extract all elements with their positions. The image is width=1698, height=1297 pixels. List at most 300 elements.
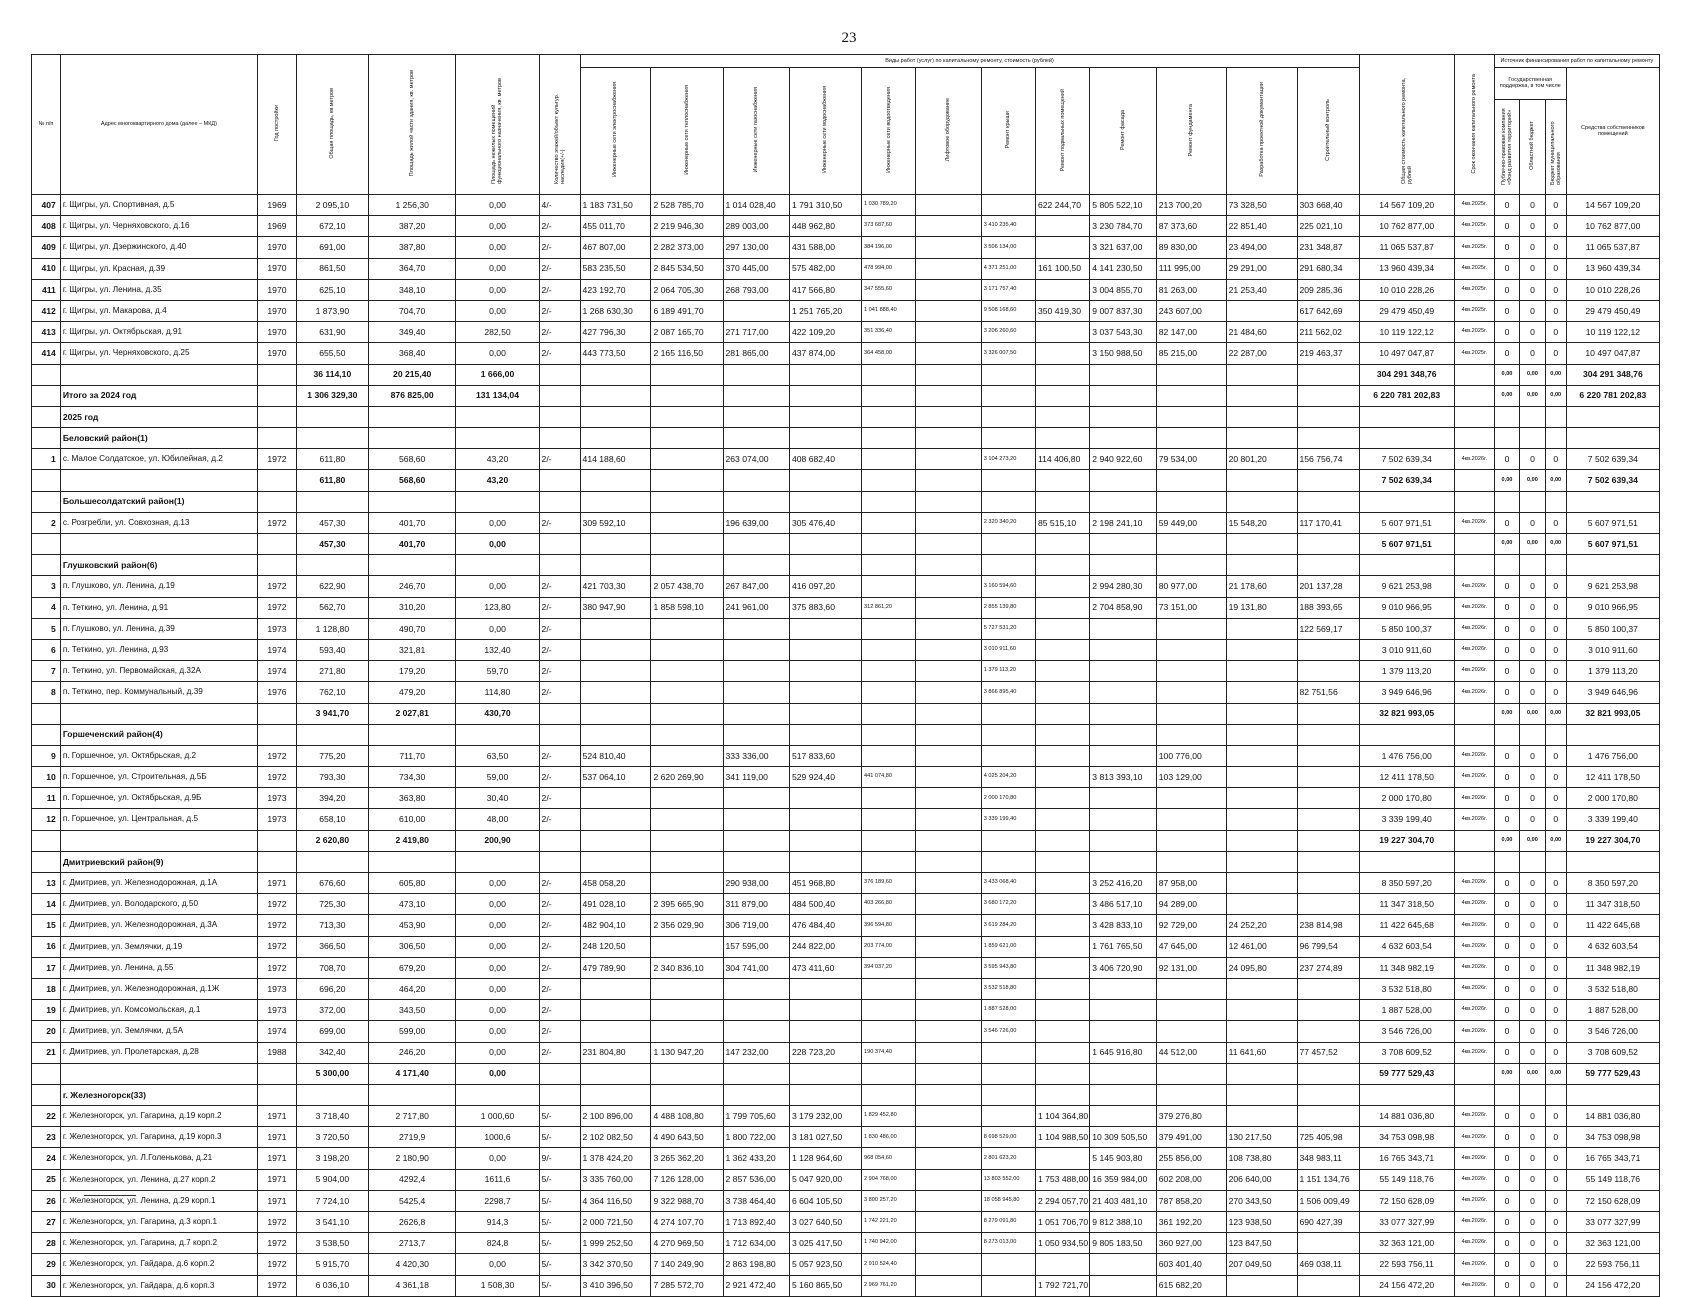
work-gas-cell: 290 938,00: [723, 873, 789, 894]
work-gas-cell: 1 362 433,20: [723, 1148, 789, 1169]
regional-cell: 0: [1520, 1169, 1545, 1190]
empty-cell: [1454, 428, 1494, 449]
year-cell: 1988: [258, 1042, 297, 1063]
work-gas-cell: [723, 682, 789, 703]
section-title: Беловский район(1): [60, 428, 257, 449]
total-area-cell: 3 198,20: [296, 1148, 368, 1169]
total-area-cell: 1 873,90: [296, 300, 368, 321]
floors-cell: 2/-: [539, 216, 580, 237]
empty-cell: [1359, 851, 1454, 872]
total-cost-cell: 10 010 228,26: [1359, 279, 1454, 300]
section-title: Глушковский район(6): [60, 555, 257, 576]
row-num-cell: [32, 1084, 61, 1105]
work-heating-cell: 2 057 438,70: [651, 576, 723, 597]
work-elevator-cell: [916, 957, 981, 978]
living-area-cell: 387,20: [368, 216, 456, 237]
total-area-cell: 394,20: [296, 788, 368, 809]
table-row: [32, 1212, 1660, 1233]
work-control-cell: 231 348,87: [1297, 237, 1359, 258]
year-cell: 1974: [258, 1021, 297, 1042]
empty-cell: [916, 1084, 981, 1105]
col-floors-header: Количество этажей/объект культур. наследия(+/-): [539, 55, 580, 195]
year-cell: 1972: [258, 576, 297, 597]
total-area-cell: 2 095,10: [296, 195, 368, 216]
work-facade-cell: 1 761 765,50: [1090, 936, 1156, 957]
work-heating-cell: [651, 639, 723, 660]
row-num-cell: [32, 491, 61, 512]
work-electric-cell: 1 378 424,20: [580, 1148, 651, 1169]
municipal-cell: 0: [1545, 957, 1566, 978]
table-row: [32, 894, 1660, 915]
subtotal-owners: 32 821 993,05: [1566, 703, 1659, 724]
empty-cell: [789, 724, 861, 745]
work-heating-cell: [651, 1000, 723, 1021]
owners-cell: 11 065 537,87: [1566, 237, 1659, 258]
subtotal-total-area: 1 306 329,30: [296, 385, 368, 406]
work-gas-cell: 147 232,00: [723, 1042, 789, 1063]
work-basement-cell: [1035, 618, 1089, 639]
empty-cell: [1297, 428, 1359, 449]
floors-cell: 2/-: [539, 279, 580, 300]
empty-cell: [258, 491, 297, 512]
regional-cell: 0: [1520, 957, 1545, 978]
regional-cell: 0: [1520, 682, 1545, 703]
work-basement-cell: 2 294 057,70: [1035, 1190, 1089, 1211]
table-row: [32, 978, 1660, 999]
total-cost-cell: 33 077 327,99: [1359, 1212, 1454, 1233]
table-row: [32, 1106, 1660, 1127]
row-number: 26: [32, 1190, 61, 1211]
work-foundation-cell: [1156, 639, 1226, 660]
empty-cell: [862, 724, 916, 745]
work-gas-cell: [723, 978, 789, 999]
work-elevator-cell: [916, 597, 981, 618]
empty-cell: [258, 724, 297, 745]
work-sewer-cell: [862, 449, 916, 470]
year-cell: [258, 830, 297, 851]
work-electric-cell: 2 100 896,00: [580, 1106, 651, 1127]
empty-cell: [1035, 406, 1089, 427]
subtotal-owners: 5 607 971,51: [1566, 534, 1659, 555]
work-control-cell: 96 799,54: [1297, 936, 1359, 957]
living-area-cell: 453,90: [368, 915, 456, 936]
year-cell: 1972: [258, 915, 297, 936]
total-area-cell: 3 718,40: [296, 1106, 368, 1127]
empty-cell: [580, 406, 651, 427]
fund-cell: 0: [1494, 618, 1519, 639]
row-num-cell: [32, 385, 61, 406]
work-gas-cell: 370 445,00: [723, 258, 789, 279]
deadline-cell: 4кв.2026г.: [1454, 1275, 1494, 1296]
subtotal-owners: 59 777 529,43: [1566, 1063, 1659, 1084]
empty-cell: [1520, 491, 1545, 512]
work-electric-cell: 482 904,10: [580, 915, 651, 936]
work-roof-cell: 3 339 199,40: [981, 809, 1035, 830]
row-num-cell: [32, 470, 61, 491]
address-cell: г. Дмитриев, ул. Железнодорожная, д.1А: [60, 873, 257, 894]
fund-cell: 0: [1494, 1169, 1519, 1190]
empty-cell: [1226, 724, 1297, 745]
work-sewer-cell: 3 800 257,20: [862, 1190, 916, 1211]
year-cell: 1972: [258, 1212, 297, 1233]
owners-cell: 11 422 645,68: [1566, 915, 1659, 936]
fund-cell: 0: [1494, 936, 1519, 957]
work-roof-cell: 18 058 945,80: [981, 1190, 1035, 1211]
deadline-cell: 4кв.2026г.: [1454, 957, 1494, 978]
municipal-cell: 0: [1545, 1190, 1566, 1211]
floors-cell: 2/-: [539, 639, 580, 660]
work-heating-cell: [651, 1021, 723, 1042]
work-sewer-cell: 1 030 789,20: [862, 195, 916, 216]
empty-cell: [862, 428, 916, 449]
col-total-area-header: Общая площадь, кв.метров: [296, 55, 368, 195]
empty-cell: [789, 703, 861, 724]
col-work-electric-header: Инженерные сети электроснабжения: [580, 68, 651, 195]
work-design-cell: [1226, 788, 1297, 809]
living-area-cell: 464,20: [368, 978, 456, 999]
total-cost-cell: 9 010 966,95: [1359, 597, 1454, 618]
regional-cell: 0: [1520, 745, 1545, 766]
row-num-cell: [32, 364, 61, 385]
empty-cell: [1226, 555, 1297, 576]
empty-cell: [539, 555, 580, 576]
subtotal-nonliving-area: 430,70: [456, 703, 539, 724]
work-gas-cell: 304 741,00: [723, 957, 789, 978]
work-elevator-cell: [916, 1254, 981, 1275]
empty-cell: [539, 385, 580, 406]
empty-cell: [580, 491, 651, 512]
owners-cell: 32 363 121,00: [1566, 1233, 1659, 1254]
empty-cell: [1226, 385, 1297, 406]
deadline-cell: 4кв.2026г.: [1454, 597, 1494, 618]
work-foundation-cell: 255 856,00: [1156, 1148, 1226, 1169]
empty-cell: [1090, 1084, 1156, 1105]
work-control-cell: [1297, 639, 1359, 660]
empty-cell: [862, 1084, 916, 1105]
municipal-cell: 0: [1545, 195, 1566, 216]
work-basement-cell: [1035, 873, 1089, 894]
work-elevator-cell: [916, 894, 981, 915]
empty-cell: [1566, 428, 1659, 449]
work-design-cell: [1226, 873, 1297, 894]
work-design-cell: [1226, 1106, 1297, 1127]
empty-cell: [1297, 491, 1359, 512]
nonliving-area-cell: 0,00: [456, 957, 539, 978]
living-area-cell: 568,60: [368, 449, 456, 470]
total-cost-cell: 1 379 113,20: [1359, 661, 1454, 682]
empty-cell: [539, 534, 580, 555]
work-sewer-cell: 190 374,40: [862, 1042, 916, 1063]
total-cost-cell: 4 632 603,54: [1359, 936, 1454, 957]
work-roof-cell: 9 508 168,60: [981, 300, 1035, 321]
work-heating-cell: 2 282 373,00: [651, 237, 723, 258]
work-heating-cell: [651, 661, 723, 682]
subtotal-nonliving-area: 200,90: [456, 830, 539, 851]
work-roof-cell: 3 546 726,00: [981, 1021, 1035, 1042]
empty-cell: [916, 491, 981, 512]
work-water-cell: 517 833,60: [789, 745, 861, 766]
work-basement-cell: [1035, 809, 1089, 830]
floors-cell: 2/-: [539, 1021, 580, 1042]
work-roof-cell: 3 160 594,60: [981, 576, 1035, 597]
work-roof-cell: 3 619 284,20: [981, 915, 1035, 936]
empty-cell: [1297, 364, 1359, 385]
work-foundation-cell: [1156, 682, 1226, 703]
fund-cell: 0: [1494, 661, 1519, 682]
municipal-cell: 0: [1545, 1212, 1566, 1233]
address-cell: п. Теткино, пер. Коммунальный, д.39: [60, 682, 257, 703]
empty-cell: [1226, 364, 1297, 385]
work-design-cell: [1226, 745, 1297, 766]
empty-cell: [723, 470, 789, 491]
address-cell: г. Дмитриев, ул. Ленина, д.55: [60, 957, 257, 978]
work-foundation-cell: 89 830,00: [1156, 237, 1226, 258]
work-gas-cell: 157 595,00: [723, 936, 789, 957]
work-electric-cell: 309 592,10: [580, 512, 651, 533]
municipal-cell: 0: [1545, 597, 1566, 618]
work-foundation-cell: 47 645,00: [1156, 936, 1226, 957]
empty-cell: [916, 724, 981, 745]
municipal-cell: 0: [1545, 512, 1566, 533]
empty-cell: [862, 364, 916, 385]
row-number: 8: [32, 682, 61, 703]
table-row: [32, 449, 1660, 470]
row-number: 5: [32, 618, 61, 639]
empty-cell: [1090, 724, 1156, 745]
work-heating-cell: [651, 978, 723, 999]
regional-cell: 0: [1520, 237, 1545, 258]
work-basement-cell: 1 050 934,50: [1035, 1233, 1089, 1254]
empty-cell: [916, 364, 981, 385]
work-elevator-cell: [916, 1106, 981, 1127]
empty-cell: [258, 851, 297, 872]
total-area-cell: 713,30: [296, 915, 368, 936]
empty-cell: [1035, 428, 1089, 449]
empty-cell: [368, 555, 456, 576]
municipal-cell: 0: [1545, 576, 1566, 597]
work-basement-cell: [1035, 216, 1089, 237]
work-foundation-cell: 80 977,00: [1156, 576, 1226, 597]
section-title: 2025 год: [60, 406, 257, 427]
row-number: 14: [32, 894, 61, 915]
empty-cell: [1226, 470, 1297, 491]
work-facade-cell: 9 812 388,10: [1090, 1212, 1156, 1233]
total-area-cell: 691,00: [296, 237, 368, 258]
floors-cell: 2/-: [539, 343, 580, 364]
living-area-cell: 321,81: [368, 639, 456, 660]
table-row: [32, 343, 1660, 364]
subtotal-fund: 0,00: [1494, 385, 1519, 406]
work-basement-cell: 161 100,50: [1035, 258, 1089, 279]
year-cell: 1969: [258, 195, 297, 216]
work-elevator-cell: [916, 322, 981, 343]
work-control-cell: 225 021,10: [1297, 216, 1359, 237]
total-area-cell: 655,50: [296, 343, 368, 364]
living-area-cell: 5425,4: [368, 1190, 456, 1211]
regional-cell: 0: [1520, 873, 1545, 894]
floors-cell: 2/-: [539, 915, 580, 936]
subtotal-fund: 0,00: [1494, 534, 1519, 555]
work-gas-cell: 289 003,00: [723, 216, 789, 237]
work-facade-cell: 3 252 416,20: [1090, 873, 1156, 894]
work-roof-cell: [981, 1275, 1035, 1296]
fund-cell: 0: [1494, 1233, 1519, 1254]
row-number: 2: [32, 512, 61, 533]
empty-cell: [981, 491, 1035, 512]
empty-cell: [1359, 724, 1454, 745]
total-cost-cell: 3 708 609,52: [1359, 1042, 1454, 1063]
col-work-basement-header: Ремонт подвальных помещений: [1035, 68, 1089, 195]
empty-cell: [1494, 1084, 1519, 1105]
total-area-cell: 676,60: [296, 873, 368, 894]
work-elevator-cell: [916, 809, 981, 830]
work-electric-cell: [580, 1021, 651, 1042]
section-header-row: [32, 555, 1660, 576]
empty-cell: [651, 703, 723, 724]
work-sewer-cell: [862, 512, 916, 533]
empty-cell: [981, 703, 1035, 724]
table-row: [32, 873, 1660, 894]
work-control-cell: 77 457,52: [1297, 1042, 1359, 1063]
empty-cell: [1454, 406, 1494, 427]
subtotal-fund: 0,00: [1494, 1063, 1519, 1084]
work-heating-cell: 7 126 128,00: [651, 1169, 723, 1190]
owners-cell: 3 708 609,52: [1566, 1042, 1659, 1063]
work-heating-cell: 9 322 988,70: [651, 1190, 723, 1211]
address-cell: п. Теткино, ул. Первомайская, д.32А: [60, 661, 257, 682]
regional-cell: 0: [1520, 788, 1545, 809]
empty-cell: [916, 1063, 981, 1084]
work-facade-cell: 2 940 922,60: [1090, 449, 1156, 470]
subtotal-label: Итого за 2024 год: [60, 385, 257, 406]
work-electric-cell: 583 235,50: [580, 258, 651, 279]
regional-cell: 0: [1520, 978, 1545, 999]
work-control-cell: [1297, 809, 1359, 830]
floors-cell: 5/-: [539, 1233, 580, 1254]
owners-cell: 3 010 911,60: [1566, 639, 1659, 660]
floors-cell: 5/-: [539, 1106, 580, 1127]
work-basement-cell: [1035, 576, 1089, 597]
work-facade-cell: 9 805 183,50: [1090, 1233, 1156, 1254]
row-number: 12: [32, 809, 61, 830]
floors-cell: 2/-: [539, 809, 580, 830]
floors-cell: 2/-: [539, 957, 580, 978]
total-cost-cell: 16 765 343,71: [1359, 1148, 1454, 1169]
municipal-cell: 0: [1545, 258, 1566, 279]
col-deadline-header: Срок окончания капитального ремонта: [1454, 55, 1494, 195]
empty-cell: [1156, 534, 1226, 555]
table-row: [32, 258, 1660, 279]
work-sewer-cell: [862, 639, 916, 660]
regional-cell: 0: [1520, 894, 1545, 915]
work-gas-cell: 3 738 464,40: [723, 1190, 789, 1211]
regional-cell: 0: [1520, 279, 1545, 300]
work-electric-cell: [580, 1000, 651, 1021]
floors-cell: 2/-: [539, 745, 580, 766]
work-sewer-cell: 394 037,20: [862, 957, 916, 978]
table-row: [32, 618, 1660, 639]
empty-cell: [981, 534, 1035, 555]
work-electric-cell: 380 947,90: [580, 597, 651, 618]
subtotal-living-area: 568,60: [368, 470, 456, 491]
subtotal-owners: 19 227 304,70: [1566, 830, 1659, 851]
total-area-cell: 3 541,10: [296, 1212, 368, 1233]
work-gas-cell: 281 865,00: [723, 343, 789, 364]
empty-cell: [1156, 1063, 1226, 1084]
work-heating-cell: [651, 449, 723, 470]
work-water-cell: 529 924,40: [789, 767, 861, 788]
empty-cell: [456, 724, 539, 745]
fund-cell: 0: [1494, 978, 1519, 999]
empty-cell: [723, 534, 789, 555]
fund-cell: 0: [1494, 1021, 1519, 1042]
total-cost-cell: 14 881 036,80: [1359, 1106, 1454, 1127]
empty-cell: [1494, 555, 1519, 576]
empty-cell: [1520, 406, 1545, 427]
col-work-design-header: Разработка проектной документации: [1226, 68, 1297, 195]
nonliving-area-cell: 59,70: [456, 661, 539, 682]
living-area-cell: 349,40: [368, 322, 456, 343]
work-foundation-cell: [1156, 1021, 1226, 1042]
work-gas-cell: [723, 1000, 789, 1021]
work-heating-cell: [651, 936, 723, 957]
table-row: [32, 1148, 1660, 1169]
work-sewer-cell: 1 829 452,80: [862, 1106, 916, 1127]
empty-cell: [1359, 555, 1454, 576]
address-cell: г. Щигры, ул. Ленина, д.35: [60, 279, 257, 300]
work-roof-cell: [981, 745, 1035, 766]
address-cell: г. Дмитриев, ул. Володарского, д.50: [60, 894, 257, 915]
empty-cell: [1494, 491, 1519, 512]
work-elevator-cell: [916, 237, 981, 258]
work-electric-cell: 524 810,40: [580, 745, 651, 766]
total-cost-cell: 11 348 982,19: [1359, 957, 1454, 978]
empty-cell: [916, 428, 981, 449]
work-control-cell: 209 285,36: [1297, 279, 1359, 300]
work-sewer-cell: [862, 661, 916, 682]
work-design-cell: 12 461,00: [1226, 936, 1297, 957]
work-heating-cell: 2 165 116,50: [651, 343, 723, 364]
owners-cell: 11 347 318,50: [1566, 894, 1659, 915]
work-heating-cell: 4 488 108,80: [651, 1106, 723, 1127]
work-foundation-cell: 379 276,80: [1156, 1106, 1226, 1127]
section-header-row: [32, 1084, 1660, 1105]
living-area-cell: 4292,4: [368, 1169, 456, 1190]
col-work-elevator-header: Лифтовое оборудование: [916, 68, 981, 195]
municipal-cell: 0: [1545, 1127, 1566, 1148]
subtotal-living-area: 20 215,40: [368, 364, 456, 385]
address-cell: г. Дмитриев, ул. Железнодорожная, д.1Ж: [60, 978, 257, 999]
subtotal-total-area: 36 114,10: [296, 364, 368, 385]
floors-cell: 9/-: [539, 1148, 580, 1169]
empty-cell: [539, 1084, 580, 1105]
work-design-cell: 22 287,00: [1226, 343, 1297, 364]
empty-cell: [1035, 470, 1089, 491]
floors-cell: 2/-: [539, 512, 580, 533]
work-roof-cell: 3 104 273,20: [981, 449, 1035, 470]
nonliving-area-cell: 0,00: [456, 195, 539, 216]
year-cell: 1973: [258, 978, 297, 999]
col-address-header: Адрес многоквартирного дома (далее – МКД): [60, 55, 257, 195]
empty-cell: [1035, 364, 1089, 385]
work-heating-cell: [651, 745, 723, 766]
row-number: 413: [32, 322, 61, 343]
work-design-cell: 21 253,40: [1226, 279, 1297, 300]
empty-cell: [1156, 703, 1226, 724]
empty-cell: [296, 491, 368, 512]
section-header-row: [32, 491, 1660, 512]
row-number: 29: [32, 1254, 61, 1275]
